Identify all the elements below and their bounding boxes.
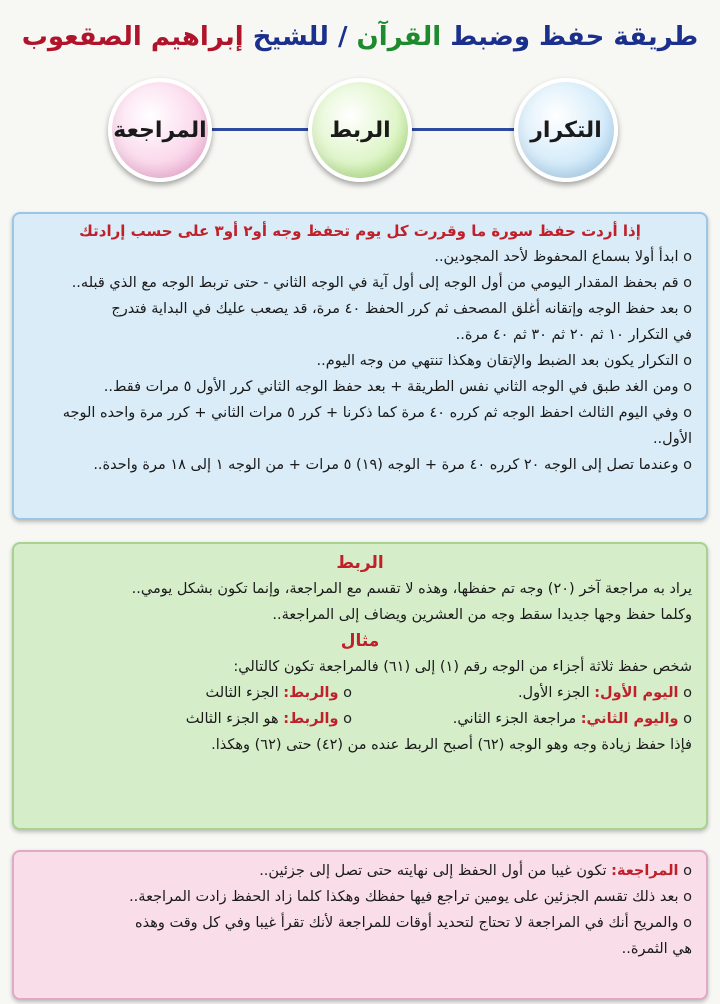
repetition-heading: إذا أردت حفظ سورة ما وقررت كل يوم تحفظ وجه أو٢ أو٣ على حسب إرادتك (79, 222, 641, 240)
circle-linking: الربط (308, 78, 412, 182)
day2-value: مراجعة الجزء الثاني. (452, 711, 577, 727)
review-line-2: o بعد ذلك تقسم الجزئين على يومين تراجع فيها حفظك وهكذا كلما زاد الحفظ زادت المراجعة.. (28, 884, 692, 910)
day1-item (352, 680, 692, 706)
repetition-line: في التكرار ١٠ ثم ٢٠ ثم ٣٠ ثم ٤٠ مرة.. (455, 327, 692, 343)
linking-line-2: وكلما حفظ وجها جديدا سقط وجه من العشرين ويضاف إلى المراجعة.. (272, 607, 692, 623)
title-part1: طريقة حفظ وضبط (450, 22, 699, 52)
example-heading: مثال (340, 631, 380, 651)
link2-value: هو الجزء الثالث (185, 711, 279, 727)
repetition-line: o التكرار يكون بعد الضبط والإتقان وهكذا تنتهي من وجه اليوم.. (28, 348, 692, 374)
linking-line-1: يراد به مراجعة آخر (٢٠) وجه تم حفظها، وهذه لا تقسم مع المراجعة، وإنما تكون بشكل يومي.. (131, 581, 692, 597)
repetition-line: o ابدأ أولا بسماع المحفوظ لأحد المجودين.. (28, 244, 692, 270)
repetition-line: o وعندما تصل إلى الوجه ٢٠ كرره ٤٠ مرة + الوجه (١٩) ٥ مرات + من الوجه ١ إلى ١٨ مرة واحدة.. (28, 452, 692, 478)
review-panel (12, 850, 708, 1000)
repetition-line: o ومن الغد طبق في الوجه الثاني نفس الطريقة + بعد حفظ الوجه الثاني كرر الأول ٥ مرات فقط.. (28, 374, 692, 400)
circle-repetition: التكرار (514, 78, 618, 182)
repetition-line: o قم بحفظ المقدار اليومي من أول الوجه إلى أول آية في الوجه الثاني - حتى تربط الوجه مع الذي قبله.. (28, 270, 692, 296)
link1-value: الجزء الثالث (205, 685, 279, 701)
link1-item (28, 680, 352, 706)
review-line-3: o والمريح أنك في المراجعة لا تحتاج لتحديد أوقات للمراجعة لأنك تقرأ غيبا وفي كل وقت وهذه (28, 910, 692, 936)
day1-label: اليوم الأول: (594, 685, 679, 701)
day2-row (28, 706, 692, 732)
title-part2: القرآن (356, 22, 442, 52)
linking-panel (12, 542, 708, 830)
day1-value: الجزء الأول. (517, 685, 590, 701)
repetition-line: الأول.. (652, 431, 692, 447)
day1-row (28, 680, 692, 706)
title-part4: إبراهيم الصقعوب (21, 22, 244, 52)
repetition-line: o وفي اليوم الثالث احفظ الوجه ثم كرره ٤٠ مرة كما ذكرنا + كرر ٥ مرات الثاني + كرر مرة واحده الوجه (28, 400, 692, 426)
review-line-4: هي الثمرة.. (621, 941, 692, 957)
title-part3: / للشيخ (252, 22, 348, 52)
review-line-1 (28, 858, 692, 884)
link2-label: والربط: (283, 711, 339, 727)
repetition-panel (12, 212, 708, 520)
page-title (0, 22, 720, 52)
linking-heading: الربط (336, 553, 384, 573)
repetition-line: o بعد حفظ الوجه وإتقانه أغلق المصحف ثم كرر الحفظ ٤٠ مرة، قد يصعب عليك في البداية فتدرج (28, 296, 692, 322)
linking-line-3: شخص حفظ ثلاثة أجزاء من الوجه رقم (١) إلى (٦١) فالمراجعة تكون كالتالي: (233, 659, 692, 675)
review-label: المراجعة: (611, 863, 679, 879)
day2-label: واليوم الثاني: (580, 711, 679, 727)
method-circles (0, 78, 720, 188)
linking-line-4: فإذا حفظ زيادة وجه وهو الوجه (٦٢) أصبح الربط عنده من (٤٢) حتى (٦٢) وهكذا. (211, 737, 692, 753)
connector-line-right (400, 128, 530, 131)
link1-label: والربط: (283, 685, 339, 701)
review-line-1-text: تكون غيبا من أول الحفظ إلى نهايته حتى تصل إلى جزئين.. (259, 863, 607, 879)
circle-review: المراجعة (108, 78, 212, 182)
day2-item (352, 706, 692, 732)
link2-item (28, 706, 352, 732)
